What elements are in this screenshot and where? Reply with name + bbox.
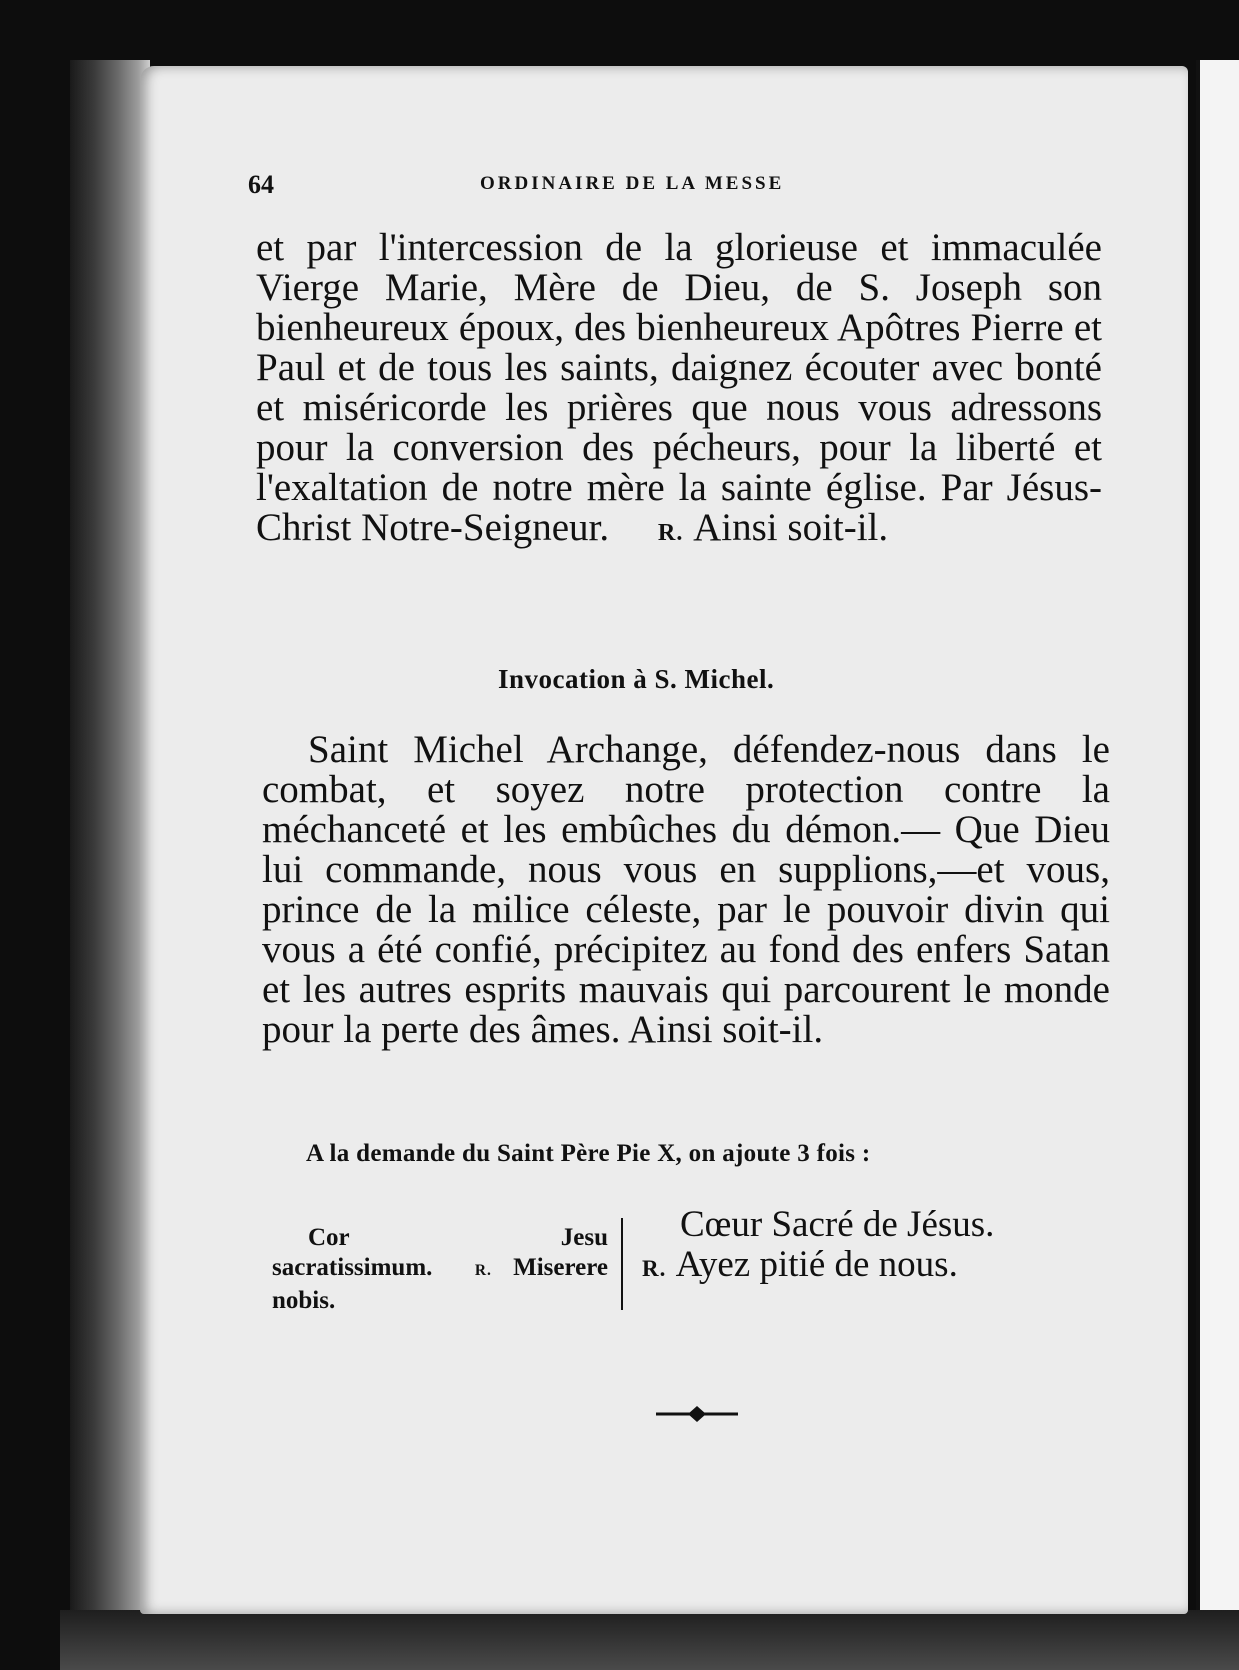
page-number: 64	[248, 170, 274, 199]
end-ornament	[656, 1404, 738, 1424]
column-divider	[621, 1218, 623, 1310]
book-binding	[70, 60, 150, 1620]
invocation-paragraph: Saint Michel Archange, défendez-nous dans le combat, et soyez notre protection contre la méchanceté et les embûches du démon.— Que Dieu lui commande, nous vous en supplions,—et vous, prince de la milice céleste, par le pouvoir divin qui vous a été confié, précipitez au fond des enfers Satan et les autres esprits mauvais qui parcourent le monde pour la perte des âmes. Ainsi soit-il.	[262, 728, 1110, 1051]
response-text: Ainsi soit-il.	[693, 506, 889, 549]
next-page-edge	[1196, 60, 1239, 1640]
latin-text: Cor Jesu sacratissimum.	[272, 1224, 608, 1281]
instruction-note: A la demande du Saint Père Pie X, on ajoute 3 fois :	[306, 1140, 871, 1167]
prayer-text: et par l'intercession de la glorieuse et immaculée Vierge Marie, Mère de Dieu, de S. Joseph son bienheureux époux, des bienheureux Apôtres Pierre et Paul et de tous les saints, daignez écouter avec bonté et miséricorde les prières que nous vous adressons pour la conversion des pécheurs, pour la liberté et l'exaltation de notre mère la sainte église. Par Jésus-Christ Notre-Seigneur.	[256, 226, 1102, 549]
running-title: ORDINAIRE DE LA MESSE	[480, 173, 785, 194]
book-bottom-edge	[60, 1610, 1239, 1670]
french-text: Cœur Sacré de Jésus.	[680, 1204, 995, 1245]
french-response-marker: R.	[642, 1256, 667, 1281]
latin-invocation	[272, 1223, 608, 1316]
french-response: Ayez pitié de nous.	[675, 1244, 958, 1285]
page-header	[248, 170, 868, 200]
prayer-paragraph	[256, 228, 1102, 553]
latin-response-marker: R.	[474, 1262, 492, 1279]
french-invocation	[642, 1205, 1122, 1289]
latin-response: Miserere nobis.	[272, 1254, 608, 1314]
response-marker: R.	[657, 519, 684, 546]
section-heading: Invocation à S. Michel.	[498, 664, 775, 694]
